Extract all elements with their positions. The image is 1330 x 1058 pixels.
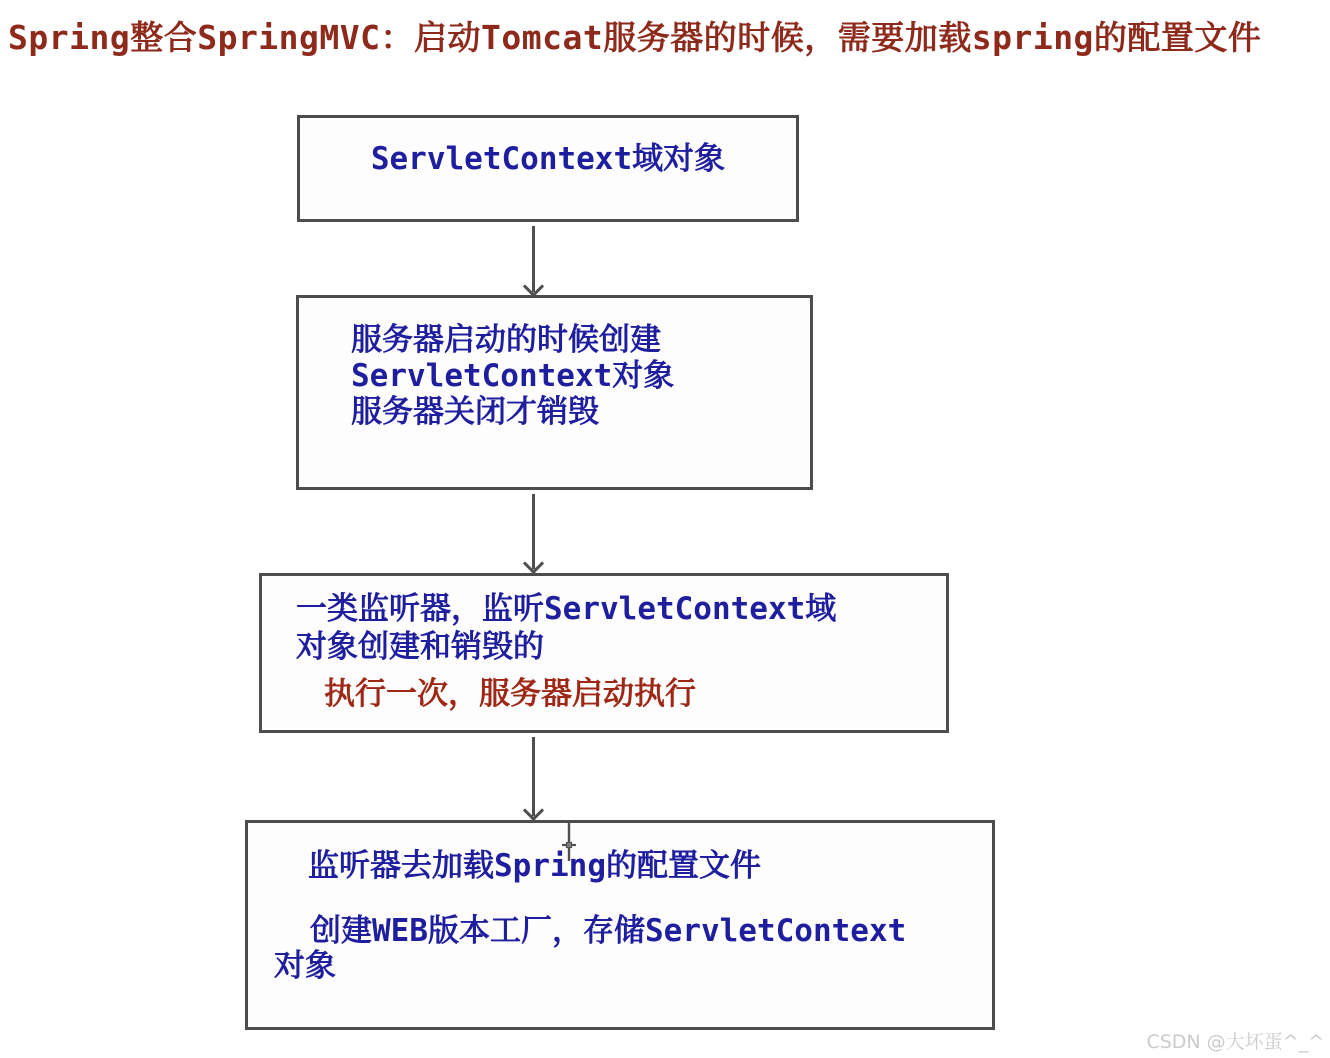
box4-line3: 对象 [274,948,336,984]
box3-line1: 一类监听器，监听ServletContext域 [296,591,837,627]
down-arrow-icon [520,737,546,818]
flow-box-lifecycle [296,295,813,490]
box4-line2: 创建WEB版本工厂，存储ServletContext [310,913,907,949]
box2-line3: 服务器关闭才销毁 [351,394,599,430]
page-title: Spring整合SpringMVC：启动Tomcat服务器的时候，需要加载spring的配置文件 [8,18,1262,57]
box2-line1: 服务器启动的时候创建 [351,322,661,358]
box3-line3-emphasis: 执行一次，服务器启动执行 [324,676,696,712]
flow-box-load-config [245,820,995,1030]
flow-box-servletcontext [297,115,799,222]
csdn-watermark: CSDN @大坏蛋^_^ [1146,1031,1324,1053]
flow-box-listener [259,573,949,733]
down-arrow-icon [520,226,546,294]
text-cursor-icon [560,821,578,863]
down-arrow-icon [520,494,546,571]
arrow-head [522,276,543,297]
arrow-head [522,553,543,574]
arrow-head [522,800,543,821]
box1-text: ServletContext域对象 [370,141,726,177]
box4-line1: 监听器去加载Spring的配置文件 [308,848,761,884]
box3-line2: 对象创建和销毁的 [296,629,544,665]
box2-line2: ServletContext对象 [351,358,675,394]
